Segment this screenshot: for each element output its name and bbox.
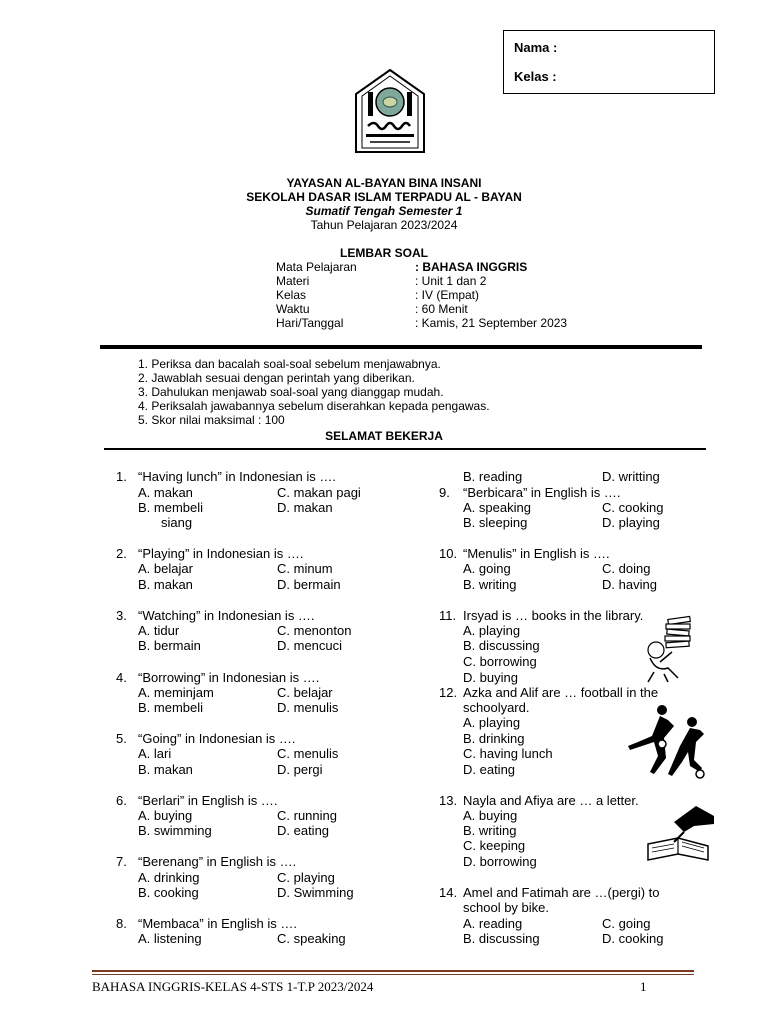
option-a: A. drinking xyxy=(138,870,200,885)
option-c: C. running xyxy=(277,808,337,823)
option-c: C. doing xyxy=(602,561,651,576)
info-label: Mata Pelajaran xyxy=(276,260,357,274)
option-c: C. having lunch xyxy=(463,746,553,761)
sheet-title: LEMBAR SOAL xyxy=(340,246,428,260)
option-d: D. pergi xyxy=(277,762,323,777)
info-value: : Unit 1 dan 2 xyxy=(415,274,487,288)
footer-rule xyxy=(92,974,694,975)
question-number: 3. xyxy=(116,608,127,623)
option-b: B. membeli xyxy=(138,500,204,515)
info-value: : Kamis, 21 September 2023 xyxy=(415,316,568,330)
option-d: D. bermain xyxy=(277,577,341,592)
instruction-item: 2. Jawablah sesuai dengan perintah yang diberikan. xyxy=(138,371,415,385)
option-c: C. playing xyxy=(277,870,335,885)
question-text: “Borrowing” in Indonesian is …. xyxy=(138,670,320,685)
writing-illustration xyxy=(644,802,716,868)
question-text: “Berenang” in English is …. xyxy=(138,854,297,869)
exam-info xyxy=(0,260,768,332)
option-b: B. reading xyxy=(463,469,523,484)
option-c: C. minum xyxy=(277,561,333,576)
option-b: B. writing xyxy=(463,577,517,592)
option-c: C. going xyxy=(602,916,651,931)
school-logo xyxy=(354,68,426,154)
question-text: “Having lunch” in Indonesian is …. xyxy=(138,469,336,484)
option-b: B. discussing xyxy=(463,931,540,946)
question-number: 5. xyxy=(116,731,127,746)
question-number: 9. xyxy=(439,485,450,500)
option-a: A. playing xyxy=(463,715,521,730)
question-text: “Playing” in Indonesian is …. xyxy=(138,546,304,561)
divider xyxy=(104,448,706,450)
option-d: D. playing xyxy=(602,515,660,530)
nama-label: Nama : xyxy=(514,40,558,55)
option-d: D. having xyxy=(602,577,657,592)
option-d: D. eating xyxy=(277,823,330,838)
option-a: A. belajar xyxy=(138,561,193,576)
info-label: Materi xyxy=(276,274,310,288)
option-a: A. reading xyxy=(463,916,523,931)
option-d: D. buying xyxy=(463,670,518,685)
option-c: C. speaking xyxy=(277,931,346,946)
option-d: D. borrowing xyxy=(463,854,537,869)
footer-text: BAHASA INGGRIS-KELAS 4-STS 1-T.P 2023/2024 xyxy=(92,979,374,994)
option-c: C. belajar xyxy=(277,685,333,700)
option-a: A. tidur xyxy=(138,623,180,638)
option-a: A. buying xyxy=(463,808,518,823)
question-text: “Going” in Indonesian is …. xyxy=(138,731,296,746)
option-b: B. makan xyxy=(138,762,193,777)
info-label: Kelas xyxy=(276,288,307,302)
option-d: D. eating xyxy=(463,762,516,777)
option-b: B. writing xyxy=(463,823,517,838)
question-text: “Watching” in Indonesian is …. xyxy=(138,608,315,623)
option-a: A. listening xyxy=(138,931,202,946)
question-number: 1. xyxy=(116,469,127,484)
option-a: A. meminjam xyxy=(138,685,214,700)
option-b: B. bermain xyxy=(138,638,201,653)
question-number: 7. xyxy=(116,854,127,869)
question-text: “Membaca” in English is …. xyxy=(138,916,297,931)
option-d: D. menulis xyxy=(277,700,339,715)
option-b: B. drinking xyxy=(463,731,525,746)
option-c: C. borrowing xyxy=(463,654,537,669)
option-c: C. makan pagi xyxy=(277,485,361,500)
option-a: A. buying xyxy=(138,808,193,823)
school-name: SEKOLAH DASAR ISLAM TERPADU AL - BAYAN xyxy=(246,190,522,204)
option-b: B. membeli xyxy=(138,700,204,715)
instruction-item: 5. Skor nilai maksimal : 100 xyxy=(138,413,285,427)
question-text: Nayla and Afiya are … a letter. xyxy=(463,793,639,808)
instruction-item: 4. Periksalah jawabannya sebelum diserahkan kepada pengawas. xyxy=(138,399,490,413)
question-number: 6. xyxy=(116,793,127,808)
academic-year: Tahun Pelajaran 2023/2024 xyxy=(310,218,458,232)
selamat-bekerja: SELAMAT BEKERJA xyxy=(325,429,443,443)
exam-title: Sumatif Tengah Semester 1 xyxy=(305,204,463,218)
info-label: Hari/Tanggal xyxy=(276,316,344,330)
option-b: B. discussing xyxy=(463,638,540,653)
info-value: : 60 Menit xyxy=(415,302,468,316)
question-text: “Berlari” in English is …. xyxy=(138,793,278,808)
option-d: D. Swimming xyxy=(277,885,354,900)
option-c: C. keeping xyxy=(463,838,526,853)
option-b-cont: siang xyxy=(161,515,193,530)
question-text: “Menulis” in English is …. xyxy=(463,546,610,561)
info-label: Waktu xyxy=(276,302,310,316)
foundation-name: YAYASAN AL-BAYAN BINA INSANI xyxy=(286,176,482,190)
option-d: D. writting xyxy=(602,469,660,484)
question-text: Amel and Fatimah are …(pergi) to xyxy=(463,885,660,900)
option-a: A. makan xyxy=(138,485,193,500)
question-text: Irsyad is … books in the library. xyxy=(463,608,644,623)
book-stack-illustration xyxy=(640,614,710,684)
option-b: B. cooking xyxy=(138,885,199,900)
question-number: 2. xyxy=(116,546,127,561)
option-a: A. going xyxy=(463,561,511,576)
info-value: : BAHASA INGGRIS xyxy=(415,260,528,274)
option-a: A. speaking xyxy=(463,500,531,515)
option-a: A. playing xyxy=(463,623,521,638)
question-text-cont: schoolyard. xyxy=(463,700,530,715)
option-d: D. makan xyxy=(277,500,333,515)
question-number: 13. xyxy=(439,793,458,808)
footer-rule xyxy=(92,970,694,972)
divider xyxy=(100,345,702,349)
option-c: C. menulis xyxy=(277,746,339,761)
name-class-box xyxy=(503,30,715,94)
question-number: 11. xyxy=(439,608,457,623)
question-number: 10. xyxy=(439,546,458,561)
question-text-cont: school by bike. xyxy=(463,900,549,915)
question-text: Azka and Alif are … football in the xyxy=(463,685,659,700)
option-d: D. mencuci xyxy=(277,638,343,653)
option-c: C. menonton xyxy=(277,623,352,638)
question-number: 12. xyxy=(439,685,458,700)
question-text: “Berbicara” in English is …. xyxy=(463,485,621,500)
question-number: 14. xyxy=(439,885,458,900)
option-b: B. swimming xyxy=(138,823,212,838)
kelas-label: Kelas : xyxy=(514,69,557,84)
question-number: 8. xyxy=(116,916,127,931)
option-d: D. cooking xyxy=(602,931,664,946)
instruction-item: 3. Dahulukan menjawab soal-soal yang dianggap mudah. xyxy=(138,385,444,399)
option-c: C. cooking xyxy=(602,500,664,515)
football-players-illustration xyxy=(624,702,710,780)
option-b: B. sleeping xyxy=(463,515,528,530)
option-b: B. makan xyxy=(138,577,193,592)
instructions-list xyxy=(138,357,490,427)
info-value: : IV (Empat) xyxy=(415,288,480,302)
question-number: 4. xyxy=(116,670,127,685)
page-number: 1 xyxy=(640,979,647,994)
instruction-item: 1. Periksa dan bacalah soal-soal sebelum menjawabnya. xyxy=(138,357,441,371)
option-a: A. lari xyxy=(138,746,172,761)
